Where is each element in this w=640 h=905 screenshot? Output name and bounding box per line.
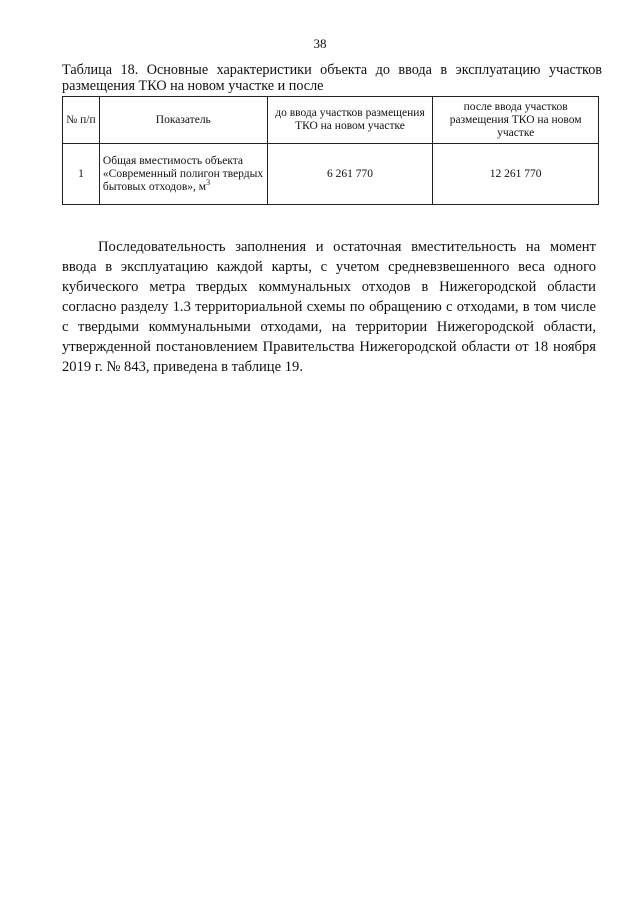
header-number: № п/п bbox=[63, 97, 100, 144]
row-indicator-text: Общая вместимость объекта «Современный полигон твердых бытовых отходов», м bbox=[102, 154, 264, 193]
table-body bbox=[63, 144, 599, 205]
row-indicator bbox=[99, 144, 267, 205]
row-value-before: 6 261 770 bbox=[267, 144, 433, 205]
page-number: 38 bbox=[313, 36, 327, 51]
header-indicator: Показатель bbox=[99, 97, 267, 144]
row-value-after: 12 261 770 bbox=[433, 144, 599, 205]
header-before: до ввода участков размещения ТКО на новом участке bbox=[267, 97, 433, 144]
table-row bbox=[63, 144, 599, 205]
table-header bbox=[63, 97, 599, 144]
characteristics-table bbox=[62, 96, 599, 205]
unit-superscript: 3 bbox=[206, 177, 211, 187]
header-row bbox=[63, 97, 599, 144]
header-after: после ввода участков размещения ТКО на новом участке bbox=[433, 97, 599, 144]
body-paragraph: Последовательность заполнения и остаточная вместительность на момент ввода в эксплуатацию каждой карты, с учетом средневзвешенного веса одного кубического метра твердых коммунальных отходов в Нижегородской области согласно разделу 1.3 территориальной схемы по обращению с отходами, в том числе с твердыми коммунальными отходами, на территории Нижегородской области, утвержденной постановлением Правительства Нижегородской области от 18 ноября 2019 г. № 843, приведена в таблице 19. bbox=[62, 239, 596, 375]
table-caption: Таблица 18. Основные характеристики объекта до ввода в эксплуатацию участков размещения ТКО на новом участке и после bbox=[62, 62, 602, 94]
row-number: 1 bbox=[63, 144, 100, 205]
